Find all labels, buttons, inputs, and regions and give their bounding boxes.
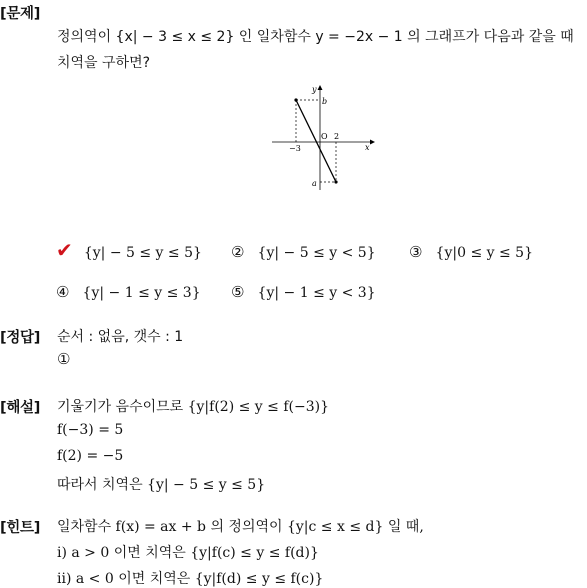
choice-5[interactable] xyxy=(231,282,376,301)
choice-3[interactable] xyxy=(409,242,533,261)
choice-3-number: ③ xyxy=(409,243,423,261)
choice-4-text: {y| − 1 ≤ y ≤ 3} xyxy=(82,285,201,301)
x-axis-arrow xyxy=(370,140,375,145)
y-axis-label: y xyxy=(312,85,317,94)
choice-3-text: {y|0 ≤ y ≤ 5} xyxy=(435,245,533,261)
choice-1[interactable] xyxy=(56,240,202,261)
choice-4[interactable] xyxy=(56,282,201,301)
choice-2-text: {y| − 5 ≤ y < 5} xyxy=(257,245,376,261)
problem-text-line-2: 치역을 구하면? xyxy=(57,55,151,71)
y-axis-arrow xyxy=(318,85,323,90)
hint-line-1: 일차함수 f(x) = ax + b 의 정의역이 {y|c ≤ x ≤ d} 일 때, xyxy=(57,519,424,535)
explanation-line-3: f(2) = −5 xyxy=(57,448,124,464)
hint-line-2: i) a > 0 이면 치역은 {y|f(c) ≤ y ≤ f(d)} xyxy=(57,545,319,561)
hint-label: [힌트] xyxy=(0,520,41,536)
tick-label-2: 2 xyxy=(334,132,340,141)
answer-info: 순서 : 없음, 갯수 : 1 xyxy=(57,329,184,345)
function-line xyxy=(296,100,336,182)
choice-5-text: {y| − 1 ≤ y < 3} xyxy=(257,285,376,301)
choice-2-number: ② xyxy=(231,243,245,261)
explanation-line-1: 기울기가 음수이므로 {y|f(2) ≤ y ≤ f(−3)} xyxy=(57,399,329,415)
tick-label-neg3: −3 xyxy=(289,144,301,153)
choice-5-number: ⑤ xyxy=(231,283,245,301)
choice-2[interactable] xyxy=(231,242,376,261)
choice-1-text: {y| − 5 ≤ y ≤ 5} xyxy=(83,245,202,261)
x-axis-label: x xyxy=(365,143,370,152)
explanation-line-2: f(−3) = 5 xyxy=(57,422,124,438)
answer-label: [정답] xyxy=(0,330,41,346)
function-graph xyxy=(266,82,378,194)
label-a: a xyxy=(312,179,317,188)
origin-label: O xyxy=(321,132,328,141)
explanation-line-4: 따라서 치역은 {y| − 5 ≤ y ≤ 5} xyxy=(57,477,266,493)
endpoint-right xyxy=(334,180,337,183)
problem-label: [문제] xyxy=(0,6,41,22)
correct-check-icon: ✔ xyxy=(56,238,73,262)
hint-line-3: ii) a < 0 이면 치역은 {y|f(d) ≤ y ≤ f(c)} xyxy=(57,571,324,587)
explanation-label: [해설] xyxy=(0,400,41,416)
endpoint-left xyxy=(294,98,297,101)
label-b: b xyxy=(322,97,328,106)
choice-4-number: ④ xyxy=(56,283,70,301)
problem-text-line-1: 정의역이 {x| − 3 ≤ x ≤ 2} 인 일차함수 y = −2x − 1 의 그래프가 다음과 같을 때 xyxy=(57,29,574,45)
answer-value: ① xyxy=(57,350,71,368)
